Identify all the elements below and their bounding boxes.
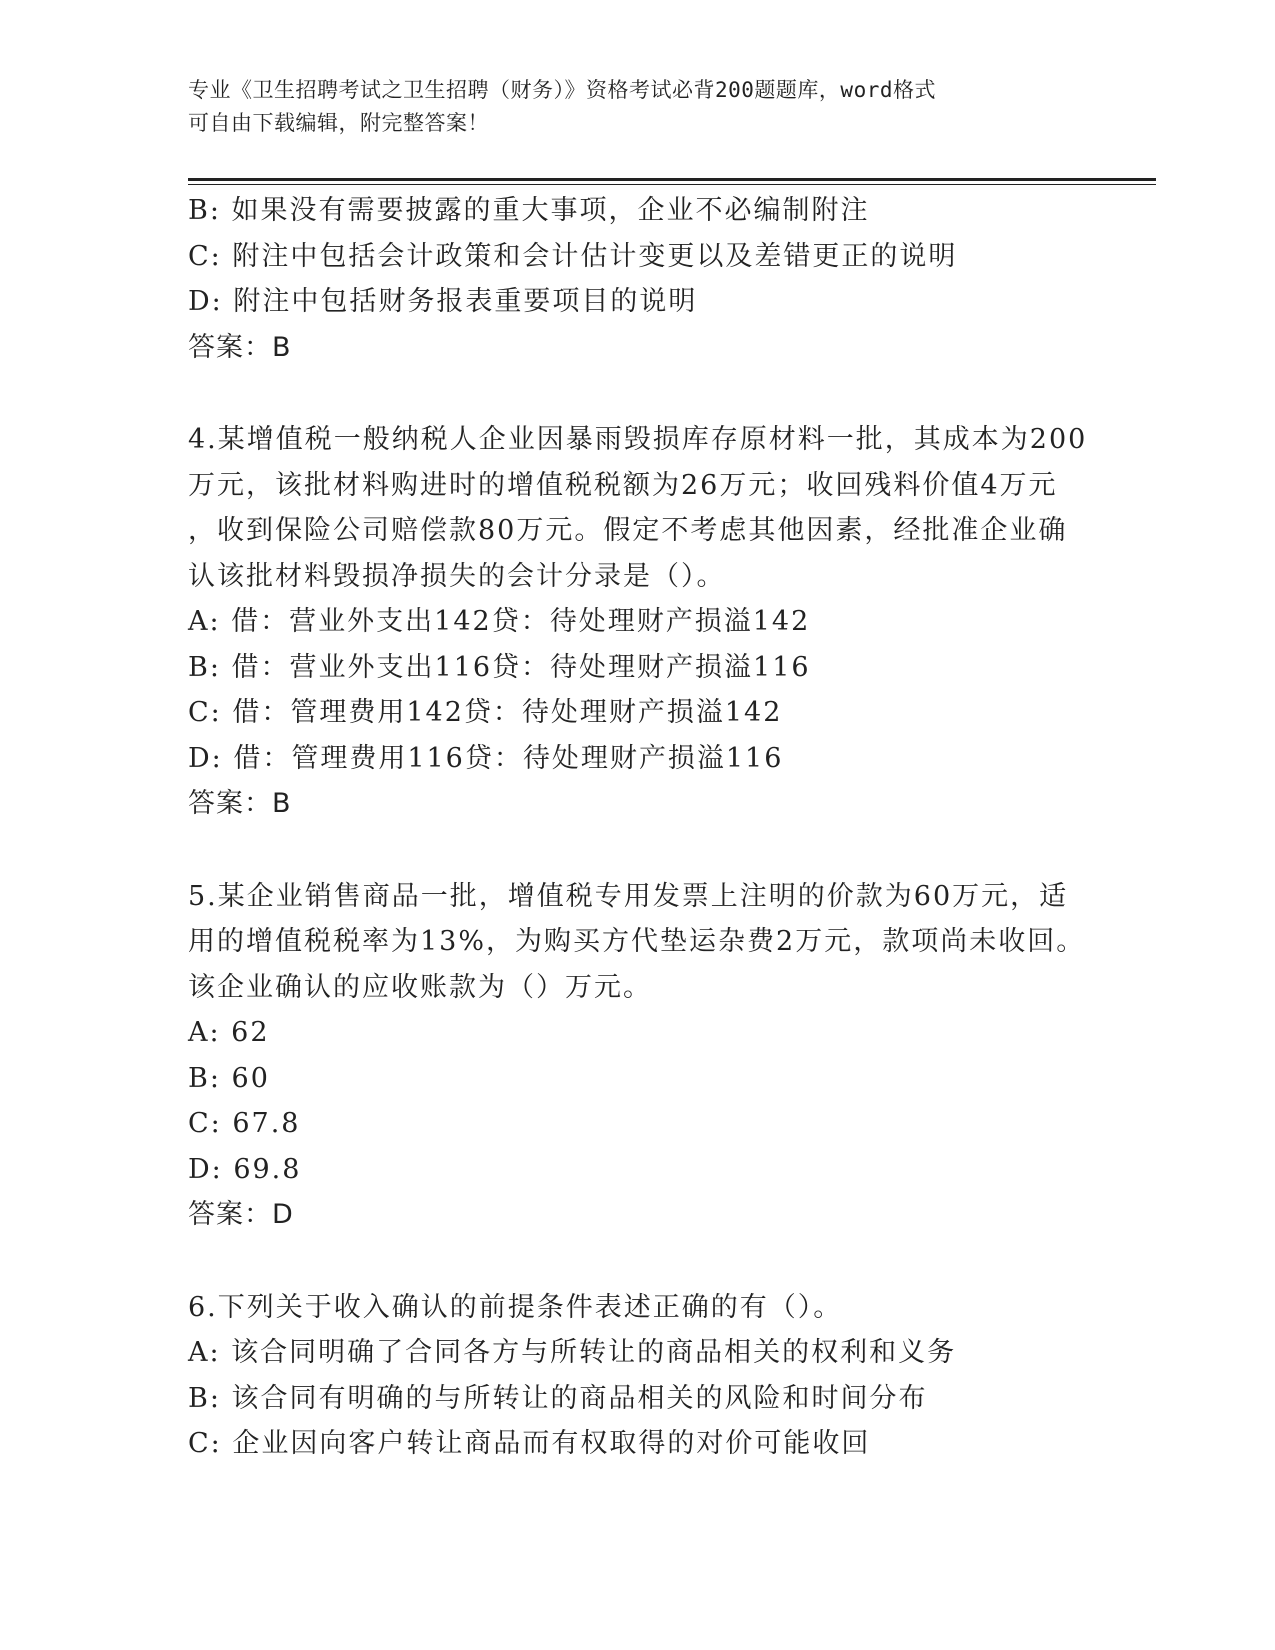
question-4 bbox=[188, 417, 1088, 827]
question-6 bbox=[188, 1285, 1088, 1467]
option-b: B: 如果没有需要披露的重大事项，企业不必编制附注 bbox=[188, 195, 870, 226]
question-stem-line: 认该批材料毁损净损失的会计分录是（）。 bbox=[188, 560, 726, 592]
option-d: D: 附注中包括财务报表重要项目的说明 bbox=[188, 286, 698, 317]
option-d: D: 69.8 bbox=[188, 1153, 302, 1185]
option-a: A: 该合同明确了合同各方与所转让的商品相关的权利和义务 bbox=[188, 1337, 957, 1368]
option-c: C: 企业因向客户转让商品而有权取得的对价可能收回 bbox=[188, 1428, 871, 1459]
header-line-1: 专业《卫生招聘考试之卫生招聘（财务）》资格考试必背200题题库，word格式 bbox=[188, 78, 936, 102]
option-b: B: 借：营业外支出116贷：待处理财产损溢116 bbox=[188, 651, 811, 683]
answer: 答案：B bbox=[188, 331, 292, 363]
answer: 答案：D bbox=[188, 1199, 294, 1230]
spacer bbox=[188, 827, 1088, 874]
option-a: A: 62 bbox=[188, 1017, 270, 1048]
option-c: C: 借：管理费用142贷：待处理财产损溢142 bbox=[188, 697, 783, 728]
question-stem-line: 万元，该批材料购进时的增值税税额为26万元；收回残料价值4万元 bbox=[188, 469, 1058, 501]
question-5 bbox=[188, 874, 1088, 1238]
option-c: C: 附注中包括会计政策和会计估计变更以及差错更正的说明 bbox=[188, 240, 958, 272]
question-3 bbox=[188, 188, 1088, 370]
question-stem-line: 用的增值税税率为13%，为购买方代垫运杂费2万元，款项尚未收回。 bbox=[188, 926, 1086, 957]
page-header bbox=[188, 74, 1088, 140]
question-stem-line: 6.下列关于收入确认的前提条件表述正确的有（）。 bbox=[188, 1291, 843, 1323]
spacer bbox=[188, 370, 1088, 417]
header-divider bbox=[188, 178, 1156, 181]
spacer bbox=[188, 1238, 1088, 1285]
header-divider-thin bbox=[188, 184, 1156, 185]
question-stem-line: ，收到保险公司赔偿款80万元。假定不考虑其他因素，经批准企业确 bbox=[188, 515, 1068, 546]
question-stem-line: 4.某增值税一般纳税人企业因暴雨毁损库存原材料一批，其成本为200 bbox=[188, 424, 1088, 455]
option-b: B: 该合同有明确的与所转让的商品相关的风险和时间分布 bbox=[188, 1382, 928, 1414]
document-body bbox=[188, 188, 1088, 1467]
option-a: A: 借：营业外支出142贷：待处理财产损溢142 bbox=[188, 606, 811, 637]
question-stem-line: 5.某企业销售商品一批，增值税专用发票上注明的价款为60万元，适 bbox=[188, 880, 1069, 912]
answer: 答案：B bbox=[188, 788, 292, 819]
header-line-2: 可自由下载编辑，附完整答案！ bbox=[188, 111, 489, 135]
option-c: C: 67.8 bbox=[188, 1108, 301, 1139]
question-stem-line: 该企业确认的应收账款为（）万元。 bbox=[188, 971, 652, 1003]
option-b: B: 60 bbox=[188, 1062, 270, 1094]
option-d: D: 借：管理费用116贷：待处理财产损溢116 bbox=[188, 742, 784, 774]
